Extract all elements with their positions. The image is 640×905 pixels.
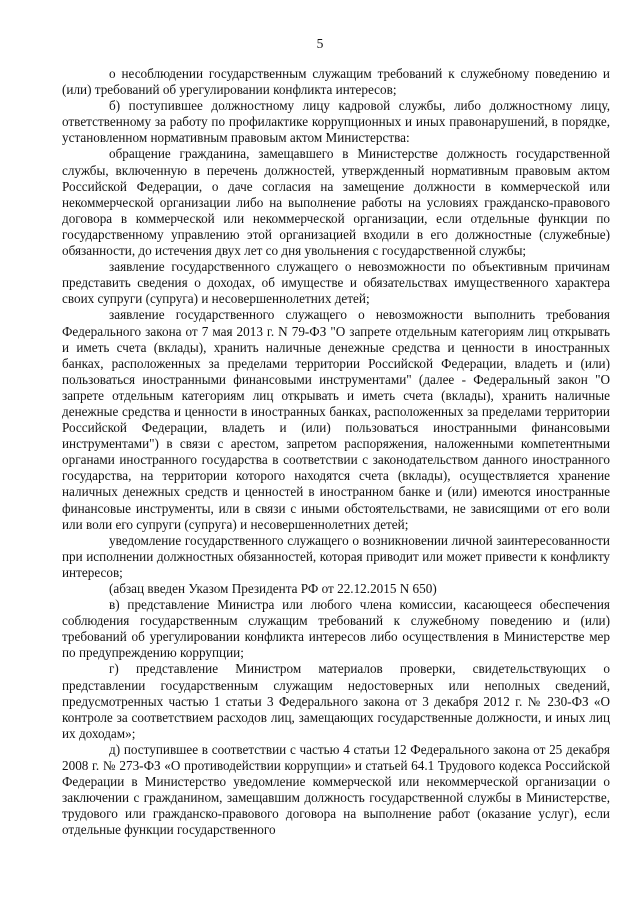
paragraph-intro-continuation: о несоблюдении государственным служащим требований к служебному поведению и (или) требований об урегулировании конфликта интересов; bbox=[62, 66, 610, 98]
paragraph-item-v: в) представление Министра или любого члена комиссии, касающееся обеспечения соблюдения государственным служащим требований к служебному поведению и (или) требований об урегулировании конфликта интересов либо осуществления в Министерстве мер по предупреждению коррупции; bbox=[62, 597, 610, 661]
paragraph-decree-note: (абзац введен Указом Президента РФ от 22.12.2015 N 650) bbox=[109, 581, 437, 596]
paragraph-item-g: г) представление Министром материалов проверки, свидетельствующих о представлении государственным служащим недостоверных или неполных сведений, предусмотренных частью 1 статьи 3 Федерального закона от 3 декабря 2012 г. № 230-ФЗ «О контроле за соответствием расходов лиц, замещающих государственные должности, и иных лиц их доходам»; bbox=[62, 661, 610, 741]
paragraph-item-b: б) поступившее должностному лицу кадровой службы, либо должностному лицу, ответственному за работу по профилактике коррупционных и иных правонарушений, в порядке, установленном нормативным правовым актом Министерства: bbox=[62, 98, 610, 146]
paragraph-item-d: д) поступившее в соответствии с частью 4 статьи 12 Федерального закона от 25 декабря 2008 г. № 273-ФЗ «О противодействии коррупции» и статьей 64.1 Трудового кодекса Российской Федерации в Министерство уведомление коммерческой или некоммерческой организации о заключении с гражданином, замещавшим должность государственной службы в Министерстве, трудового или гражданско-правового договора на выполнение работ (оказание услуг), если отдельные функции государственного bbox=[62, 741, 610, 838]
paragraph-citizen-appeal: обращение гражданина, замещавшего в Министерстве должность государственной службы, включенную в перечень должностей, утвержденный нормативным правовым актом Российской Федерации, о даче согласия на замещение должности в коммерческой или некоммерческой организации либо на выполнение работы на условиях гражданско-правового договора в коммерческой или некоммерческой организации, если отдельные функции по государственному управлению этой организацией входили в его должностные (служебные) обязанности, до истечения двух лет со дня увольнения с государственной службы; bbox=[62, 146, 610, 259]
page-number: 5 bbox=[316, 36, 324, 51]
document-body bbox=[62, 66, 610, 839]
paragraph-income-statement: заявление государственного служащего о невозможности по объективным причинам представить сведения о доходах, об имуществе и обязательствах имущественного характера своих супруги (супруга) и несовершеннолетних детей; bbox=[62, 259, 610, 307]
paragraph-conflict-notice: уведомление государственного служащего о возникновении личной заинтересованности при исполнении должностных обязанностей, которая приводит или может привести к конфликту интересов; bbox=[62, 532, 610, 580]
paragraph-foreign-accounts: заявление государственного служащего о невозможности выполнить требования Федерального закона от 7 мая 2013 г. N 79-ФЗ "О запрете отдельным категориям лиц открывать и иметь счета (вклады), хранить наличные денежные средства и ценности в иностранных банках, расположенных за пределами территории Российской Федерации, владеть и (или) пользоваться иностранными финансовыми инструментами" (далее - Федеральный закон "О запрете отдельным категориям лиц открывать и иметь счета (вклады), хранить наличные денежные средства и ценности в иностранных банках, расположенных за пределами территории Российской Федерации, владеть и (или) пользоваться иностранными финансовыми инструментами") в связи с арестом, запретом распоряжения, наложенными компетентными органами иностранного государства в соответствии с законодательством данного иностранного государства, на территории которого находятся счета (вклады), осуществляется хранение наличных денежных средств и ценностей в иностранном банке и (или) имеются иностранные финансовые инструменты, или в связи с иными обстоятельствами, не зависящими от его воли или воли его супруги (супруга) и несовершеннолетних детей; bbox=[62, 307, 610, 532]
